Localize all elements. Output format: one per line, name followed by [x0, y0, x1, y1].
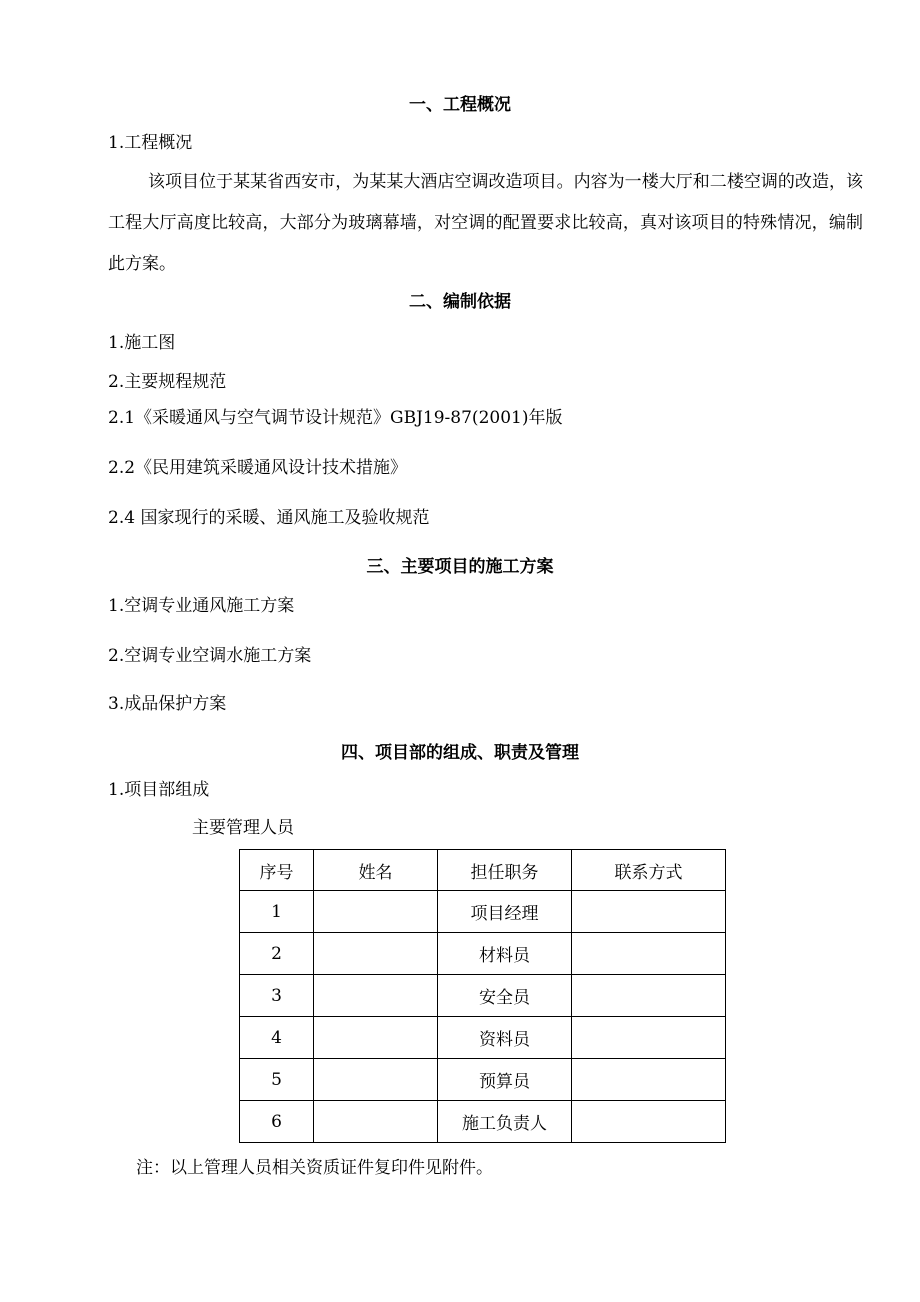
- cell-position: 材料员: [438, 933, 572, 975]
- section-2-item-2-2: 2.2《民用建筑采暖通风设计技术措施》: [108, 458, 408, 478]
- table-row: [240, 1059, 726, 1101]
- cell-position: 项目经理: [438, 891, 572, 933]
- section-1-heading: 一、工程概况: [409, 95, 511, 115]
- cell-contact: [572, 891, 726, 933]
- section-3-heading: 三、主要项目的施工方案: [366, 557, 554, 577]
- cell-index: 5: [240, 1059, 314, 1101]
- section-4-item-1: 1.项目部组成: [108, 780, 210, 800]
- cell-index: 3: [240, 975, 314, 1017]
- cell-contact: [572, 1059, 726, 1101]
- table-row: [240, 891, 726, 933]
- header-cell-name: 姓名: [314, 850, 438, 891]
- table-note: 注：以上管理人员相关资质证件复印件见附件。: [136, 1158, 493, 1178]
- cell-name: [314, 933, 438, 975]
- section-1-paragraph: 该项目位于某某省西安市，为某某大酒店空调改造项目。内容为一楼大厅和二楼空调的改造，该工程大厅高度比较高，大部分为玻璃幕墙，对空调的配置要求比较高，真对该项目的特殊情况，编制此方案。: [108, 172, 863, 274]
- table-header-row: [240, 850, 726, 891]
- cell-contact: [572, 1017, 726, 1059]
- section-2-item-1: 1.施工图: [108, 333, 176, 353]
- cell-name: [314, 1059, 438, 1101]
- table-row: [240, 975, 726, 1017]
- cell-index: 4: [240, 1017, 314, 1059]
- table-row: [240, 933, 726, 975]
- section-3-item-1: 1.空调专业通风施工方案: [108, 596, 295, 616]
- header-cell-index: 序号: [240, 850, 314, 891]
- section-3-item-2: 2.空调专业空调水施工方案: [108, 646, 312, 666]
- cell-index: 2: [240, 933, 314, 975]
- cell-position: 施工负责人: [438, 1101, 572, 1143]
- cell-index: 6: [240, 1101, 314, 1143]
- cell-position: 资料员: [438, 1017, 572, 1059]
- section-1-item-1: 1.工程概况: [108, 133, 193, 153]
- header-cell-position: 担任职务: [438, 850, 572, 891]
- cell-position: 安全员: [438, 975, 572, 1017]
- cell-position: 预算员: [438, 1059, 572, 1101]
- header-cell-contact: 联系方式: [572, 850, 726, 891]
- section-2-heading: 二、编制依据: [409, 292, 511, 312]
- table-caption: 主要管理人员: [192, 818, 294, 838]
- section-3-item-3: 3.成品保护方案: [108, 694, 227, 714]
- cell-contact: [572, 933, 726, 975]
- cell-contact: [572, 1101, 726, 1143]
- cell-index: 1: [240, 891, 314, 933]
- cell-name: [314, 891, 438, 933]
- section-2-item-2: 2.主要规程规范: [108, 372, 227, 392]
- table-row: [240, 1017, 726, 1059]
- cell-name: [314, 975, 438, 1017]
- section-2-item-2-4: 2.4 国家现行的采暖、通风施工及验收规范: [108, 508, 430, 528]
- staff-table: [239, 849, 726, 1143]
- section-2-item-2-1: 2.1《采暖通风与空气调节设计规范》GBJ19-87(2001)年版: [108, 408, 563, 428]
- cell-contact: [572, 975, 726, 1017]
- cell-name: [314, 1101, 438, 1143]
- table-row: [240, 1101, 726, 1143]
- cell-name: [314, 1017, 438, 1059]
- section-4-heading: 四、项目部的组成、职责及管理: [341, 743, 579, 763]
